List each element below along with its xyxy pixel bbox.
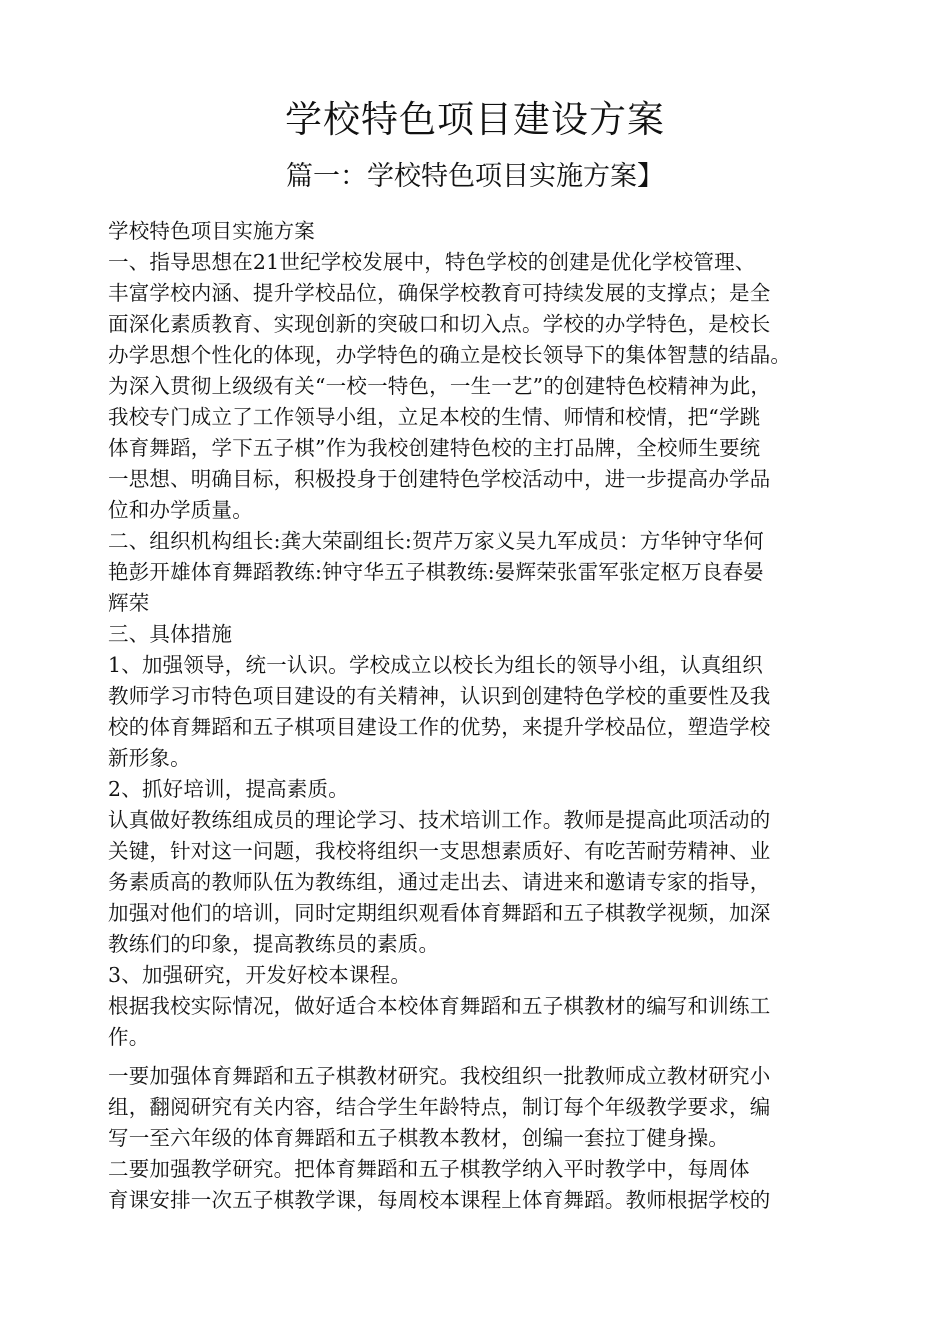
text-line: 教练们的印象，提高教练员的素质。 xyxy=(108,932,440,956)
text-line: 校的体育舞蹈和五子棋项目建设工作的优势，来提升学校品位，塑造学校 xyxy=(108,715,771,739)
text-line: 育课安排一次五子棋教学课，每周校本课程上体育舞蹈。教师根据学校的 xyxy=(108,1188,771,1212)
document-title: 学校特色项目建设方案 xyxy=(285,98,665,141)
text-line: 加强对他们的培训，同时定期组织观看体育舞蹈和五子棋教学视频，加深 xyxy=(108,901,771,925)
text-line: 一、指导思想在21世纪学校发展中，特色学校的创建是优化学校管理、 xyxy=(108,250,756,274)
text-line: 面深化素质教育、实现创新的突破口和切入点。学校的办学特色，是校长 xyxy=(108,312,771,336)
text-line: 根据我校实际情况，做好适合本校体育舞蹈和五子棋教材的编写和训练工 xyxy=(108,994,771,1018)
text-line: 关键，针对这一问题，我校将组织一支思想素质好、有吃苦耐劳精神、业 xyxy=(108,839,771,863)
text-line: 办学思想个性化的体现，办学特色的确立是校长领导下的集体智慧的结晶。 xyxy=(108,343,792,367)
text-line: 体育舞蹈，学下五子棋”作为我校创建特色校的主打品牌，全校师生要统 xyxy=(108,436,761,460)
text-line: 一思想、明确目标，积极投身于创建特色学校活动中，进一步提高办学品 xyxy=(108,467,771,491)
text-line: 写一至六年级的体育舞蹈和五子棋教本教材，创编一套拉丁健身操。 xyxy=(108,1126,729,1150)
text-line: 作。 xyxy=(108,1025,150,1049)
section-heading: 三、具体措施 xyxy=(108,622,233,646)
text-line: 认真做好教练组成员的理论学习、技术培训工作。教师是提高此项活动的 xyxy=(108,808,771,832)
text-line: 1、加强领导，统一认识。学校成立以校长为组长的领导小组，认真组织 xyxy=(108,653,763,677)
text-line: 位和办学质量。 xyxy=(108,498,253,522)
text-line: 教师学习市特色项目建设的有关精神，认识到创建特色学校的重要性及我 xyxy=(108,684,771,708)
document-subtitle: 篇一：学校特色项目实施方案】 xyxy=(286,161,664,192)
text-line: 为深入贯彻上级级有关“一校一特色，一生一艺”的创建特色校精神为此， xyxy=(108,374,772,398)
text-line: 务素质高的教师队伍为教练组，通过走出去、请进来和邀请专家的指导， xyxy=(108,870,771,894)
text-line: 新形象。 xyxy=(108,746,191,770)
text-line: 丰富学校内涵、提升学校品位，确保学校教育可持续发展的支撑点；是全 xyxy=(108,281,771,305)
text-line: 我校专门成立了工作领导小组，立足本校的生情、师情和校情，把“学跳 xyxy=(108,405,761,429)
text-line: 学校特色项目实施方案 xyxy=(108,219,315,243)
text-line: 辉荣 xyxy=(108,591,150,615)
text-line: 3、加强研究，开发好校本课程。 xyxy=(108,963,412,987)
text-line: 二要加强教学研究。把体育舞蹈和五子棋教学纳入平时教学中，每周体 xyxy=(108,1157,750,1181)
text-line: 组，翻阅研究有关内容，结合学生年龄特点，制订每个年级教学要求，编 xyxy=(108,1095,771,1119)
text-line: 2、抓好培训，提高素质。 xyxy=(108,777,349,801)
text-line: 二、组织机构组长:龚大荣副组长:贺芹万家义吴九军成员：方华钟守华何 xyxy=(108,529,764,553)
text-line: 艳彭开雄体育舞蹈教练:钟守华五子棋教练:晏辉荣张雷军张定枢万良春晏 xyxy=(108,560,764,584)
text-line: 一要加强体育舞蹈和五子棋教材研究。我校组织一批教师成立教材研究小 xyxy=(108,1064,771,1088)
